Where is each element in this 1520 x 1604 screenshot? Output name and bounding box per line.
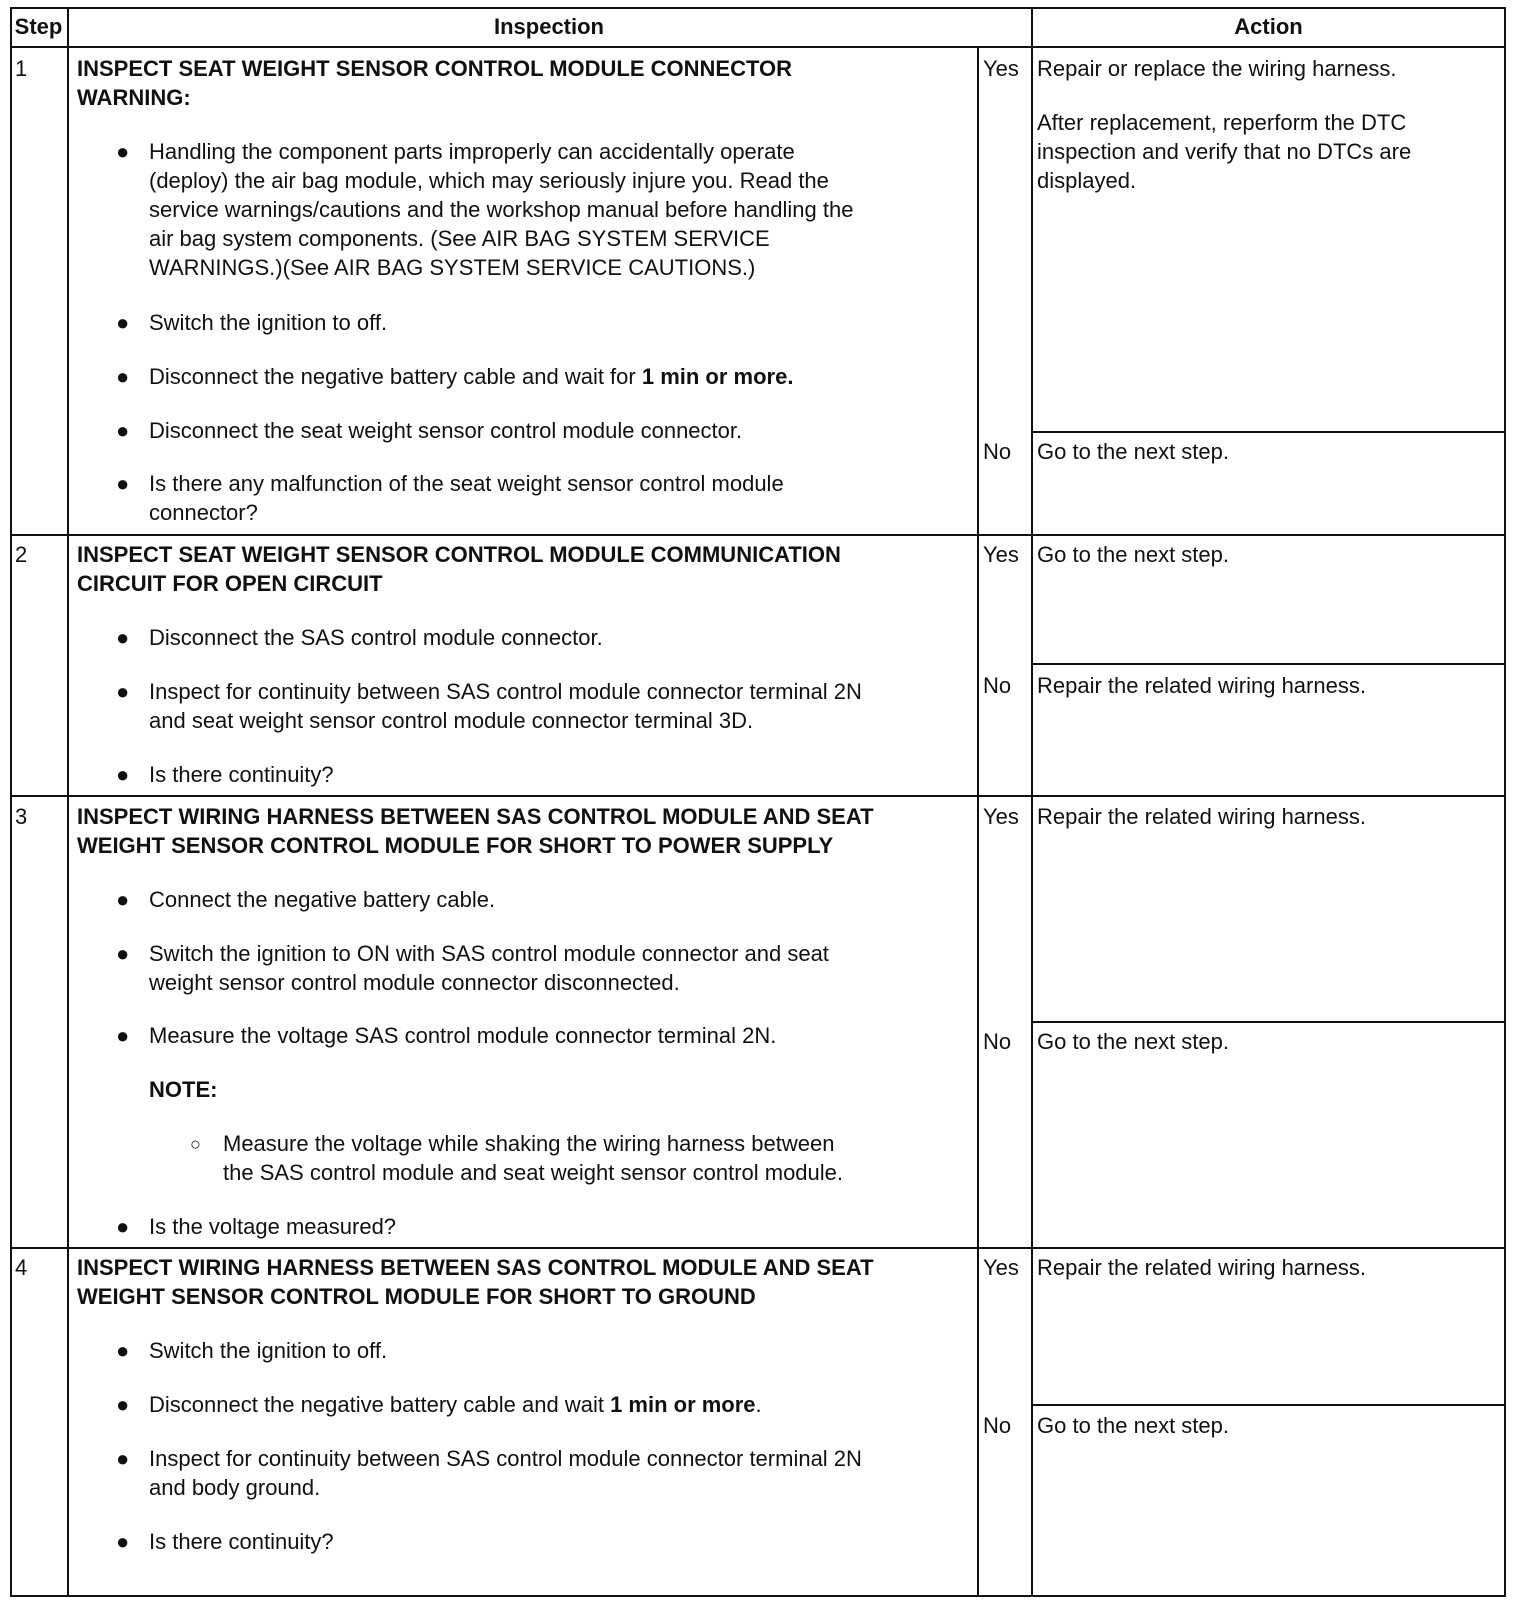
note-text: the SAS control module and seat weight sensor control module. <box>223 1160 844 1185</box>
bullet-text: Inspect for continuity between SAS control module connector terminal 2N <box>149 1446 862 1471</box>
step-title: CIRCUIT FOR OPEN CIRCUIT <box>77 571 383 596</box>
bullet-text: service warnings/cautions and the workshop manual before handling the <box>149 197 854 222</box>
bullet-text: Is there continuity? <box>149 762 334 787</box>
header-inspection: Inspection <box>493 14 604 39</box>
bullet-text: Is the voltage measured? <box>149 1214 397 1239</box>
bullet-text: air bag system components. (See AIR BAG SYSTEM SERVICE <box>149 226 770 251</box>
bullet-text-bold: 1 min or more <box>641 364 788 389</box>
bullet-text: Is there any malfunction of the seat weight sensor control module <box>149 471 784 496</box>
step-number: 4 <box>15 1255 28 1280</box>
row-divider <box>10 1247 1506 1249</box>
bullet-text: Switch the ignition to off. <box>149 310 388 335</box>
yes-no-divider <box>1031 663 1506 665</box>
bullet-icon: ● <box>116 1023 130 1048</box>
bullet-icon: ● <box>116 1338 130 1363</box>
bullet-icon: ● <box>116 1214 130 1239</box>
bullet-text: weight sensor control module connector disconnected. <box>149 970 680 995</box>
step-number: 1 <box>15 56 28 81</box>
bullet-text: Measure the voltage SAS control module connector terminal 2N. <box>149 1023 777 1048</box>
step-title: INSPECT SEAT WEIGHT SENSOR CONTROL MODULE CONNECTOR <box>77 56 793 81</box>
bullet-text: connector? <box>149 500 258 525</box>
note-label: NOTE: <box>149 1077 218 1102</box>
yes-label: Yes <box>983 542 1019 567</box>
bullet-icon: ● <box>116 887 130 912</box>
bullet-text-end: . <box>755 1392 762 1417</box>
bullet-icon: ● <box>116 310 130 335</box>
no-label: No <box>983 439 1012 464</box>
column-divider <box>977 46 979 1597</box>
bullet-text: Disconnect the seat weight sensor control module connector. <box>149 418 743 443</box>
bullet-text: Inspect for continuity between SAS control module connector terminal 2N <box>149 679 862 704</box>
no-label: No <box>983 1029 1012 1054</box>
yes-action: displayed. <box>1037 168 1137 193</box>
yes-action: Repair the related wiring harness. <box>1037 804 1366 829</box>
yes-action: Repair or replace the wiring harness. <box>1037 56 1397 81</box>
bullet-icon: ● <box>116 1529 130 1554</box>
yes-no-divider <box>1031 1021 1506 1023</box>
note-text: Measure the voltage while shaking the wiring harness between <box>223 1131 835 1156</box>
step-number: 2 <box>15 542 28 567</box>
yes-action: Repair the related wiring harness. <box>1037 1255 1366 1280</box>
bullet-text-plain: Disconnect the negative battery cable and wait <box>149 1392 611 1417</box>
yes-label: Yes <box>983 1255 1019 1280</box>
no-label: No <box>983 1413 1012 1438</box>
column-divider <box>67 7 69 1597</box>
bullet-text-end: . <box>787 364 794 389</box>
bullet-icon: ● <box>116 139 130 164</box>
bullet-text: Connect the negative battery cable. <box>149 887 496 912</box>
bullet-text: Switch the ignition to off. <box>149 1338 388 1363</box>
bullet-text: and body ground. <box>149 1475 321 1500</box>
no-action: Go to the next step. <box>1037 439 1230 464</box>
bullet-icon: ● <box>116 471 130 496</box>
bullet-text: WARNINGS.)(See AIR BAG SYSTEM SERVICE CAUTIONS.) <box>149 255 756 280</box>
bullet-icon: ● <box>116 762 130 787</box>
yes-no-divider <box>1031 1404 1506 1406</box>
step-title: WEIGHT SENSOR CONTROL MODULE FOR SHORT TO GROUND <box>77 1284 756 1309</box>
bullet-text-plain: Disconnect the negative battery cable and wait for <box>149 364 642 389</box>
warning-label: WARNING: <box>77 85 191 110</box>
yes-no-divider <box>1031 431 1506 433</box>
row-divider <box>10 795 1506 797</box>
bullet-icon: ● <box>116 1446 130 1471</box>
diagnostic-table <box>10 7 1506 1597</box>
step-number: 3 <box>15 804 28 829</box>
no-action: Repair the related wiring harness. <box>1037 673 1366 698</box>
yes-action: Go to the next step. <box>1037 542 1230 567</box>
bullet-text: Is there continuity? <box>149 1529 334 1554</box>
column-divider <box>1031 7 1033 1597</box>
header-step: Step <box>14 14 63 39</box>
no-label: No <box>983 673 1012 698</box>
bullet-text: Disconnect the SAS control module connector. <box>149 625 603 650</box>
yes-action: inspection and verify that no DTCs are <box>1037 139 1412 164</box>
header-divider <box>10 46 1506 48</box>
yes-label: Yes <box>983 56 1019 81</box>
bullet-icon: ● <box>116 679 130 704</box>
bullet-text: (deploy) the air bag module, which may seriously injure you. Read the <box>149 168 829 193</box>
row-divider <box>10 534 1506 536</box>
step-title: INSPECT WIRING HARNESS BETWEEN SAS CONTROL MODULE AND SEAT <box>77 804 874 829</box>
bullet-text-bold: 1 min or more <box>610 1392 756 1417</box>
bullet-text: Switch the ignition to ON with SAS control module connector and seat <box>149 941 829 966</box>
bullet-text <box>149 362 793 392</box>
bullet-icon: ● <box>116 1392 130 1417</box>
bullet-icon: ● <box>116 418 130 443</box>
step-title: WEIGHT SENSOR CONTROL MODULE FOR SHORT TO POWER SUPPLY <box>77 833 834 858</box>
bullet-text: Handling the component parts improperly can accidentally operate <box>149 139 795 164</box>
bullet-icon: ● <box>116 364 130 389</box>
bullet-icon: ● <box>116 625 130 650</box>
bullet-icon: ● <box>116 941 130 966</box>
no-action: Go to the next step. <box>1037 1413 1230 1438</box>
bullet-text <box>149 1390 762 1420</box>
step-title: INSPECT SEAT WEIGHT SENSOR CONTROL MODULE COMMUNICATION <box>77 542 841 567</box>
header-action: Action <box>1234 14 1303 39</box>
no-action: Go to the next step. <box>1037 1029 1230 1054</box>
yes-label: Yes <box>983 804 1019 829</box>
circle-bullet-icon: ○ <box>190 1134 201 1154</box>
bullet-text: and seat weight sensor control module connector terminal 3D. <box>149 708 754 733</box>
yes-action: After replacement, reperform the DTC <box>1037 110 1407 135</box>
step-title: INSPECT WIRING HARNESS BETWEEN SAS CONTROL MODULE AND SEAT <box>77 1255 874 1280</box>
